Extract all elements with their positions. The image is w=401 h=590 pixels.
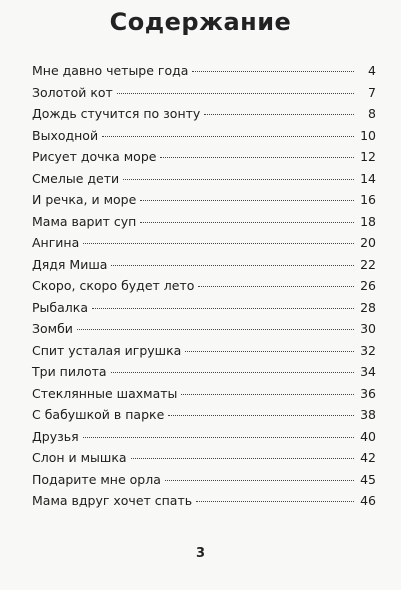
toc-entry-title: Рисует дочка море	[32, 149, 157, 164]
toc-entry-page: 46	[360, 493, 376, 508]
toc-entry-page: 8	[368, 106, 376, 121]
dot-leader	[92, 308, 354, 309]
toc-entry	[32, 60, 376, 82]
toc-entry	[32, 146, 376, 168]
page-title: Содержание	[109, 8, 292, 36]
dot-leader	[83, 437, 354, 438]
toc-entry-title: Стеклянные шахматы	[32, 385, 178, 401]
toc-entry-page: 40	[360, 428, 376, 444]
toc-entry-title: Рыбалка	[32, 299, 88, 315]
toc-entry-title: Золотой кот	[32, 84, 113, 100]
toc-entry	[32, 254, 376, 276]
dot-leader	[102, 136, 354, 137]
toc-entry	[32, 232, 376, 254]
toc-entry-page: 4	[368, 63, 376, 78]
toc-entry-title: Мама варит суп	[32, 213, 137, 229]
toc-entry-page: 42	[360, 450, 376, 465]
dot-leader	[140, 200, 354, 201]
toc-entry-page: 26	[360, 278, 376, 293]
dot-leader	[111, 372, 354, 373]
toc-entry	[32, 211, 376, 233]
toc-entry	[32, 490, 376, 512]
toc-entry-page: 22	[360, 256, 376, 272]
toc-entry	[32, 447, 376, 469]
toc-entry-title: Зомби	[32, 321, 73, 336]
dot-leader	[204, 114, 354, 115]
dot-leader	[83, 243, 354, 244]
dot-leader	[196, 501, 354, 502]
dot-leader	[198, 286, 354, 287]
table-of-contents	[32, 60, 376, 512]
dot-leader	[160, 157, 354, 158]
dot-leader	[181, 394, 354, 395]
toc-entry	[32, 318, 376, 340]
toc-entry	[32, 404, 376, 426]
toc-entry-title: Спит усталая игрушка	[32, 342, 182, 358]
toc-entry-title: С бабушкой в парке	[32, 407, 165, 422]
toc-entry-title: Слон и мышка	[32, 450, 127, 465]
toc-entry-page: 28	[360, 299, 376, 315]
toc-entry	[32, 275, 376, 297]
toc-entry	[32, 426, 376, 448]
toc-entry-page: 18	[360, 213, 376, 229]
toc-entry-page: 34	[360, 364, 376, 379]
toc-entry-page: 38	[360, 407, 376, 422]
toc-entry-page: 45	[360, 471, 376, 487]
toc-entry-page: 20	[360, 235, 376, 250]
dot-leader	[165, 480, 354, 481]
toc-entry-title: Ангина	[32, 235, 80, 250]
toc-entry-page: 14	[360, 170, 376, 186]
dot-leader	[131, 458, 354, 459]
toc-entry	[32, 168, 376, 190]
dot-leader	[123, 179, 354, 180]
toc-entry-title: Дождь стучится по зонту	[32, 106, 201, 121]
toc-entry-title: Выходной	[32, 127, 99, 143]
toc-entry-title: И речка, и море	[32, 192, 137, 207]
toc-entry-title: Мама вдруг хочет спать	[32, 493, 193, 508]
toc-entry-page: 12	[360, 149, 376, 164]
toc-entry	[32, 383, 376, 405]
toc-entry-title: Друзья	[32, 428, 79, 444]
dot-leader	[77, 329, 354, 330]
dot-leader	[185, 351, 354, 352]
toc-entry	[32, 469, 376, 491]
toc-entry-page: 10	[360, 127, 376, 143]
dot-leader	[140, 222, 354, 223]
toc-entry	[32, 82, 376, 104]
dot-leader	[111, 265, 354, 266]
toc-entry-title: Смелые дети	[32, 170, 120, 186]
toc-entry-title: Скоро, скоро будет лето	[32, 278, 195, 293]
toc-entry-page: 30	[360, 321, 376, 336]
toc-entry	[32, 103, 376, 125]
page-number: 3	[195, 546, 206, 561]
dot-leader	[168, 415, 354, 416]
toc-entry-title: Дядя Миша	[32, 256, 108, 272]
toc-entry-page: 32	[360, 342, 376, 358]
toc-entry	[32, 125, 376, 147]
toc-entry	[32, 189, 376, 211]
toc-entry-page: 36	[360, 385, 376, 401]
toc-entry-title: Три пилота	[32, 364, 107, 379]
toc-entry-page: 16	[360, 192, 376, 207]
toc-entry-title: Мне давно четыре года	[32, 63, 189, 78]
toc-entry-title: Подарите мне орла	[32, 471, 161, 487]
dot-leader	[117, 93, 354, 94]
dot-leader	[192, 71, 354, 72]
toc-entry	[32, 340, 376, 362]
toc-entry	[32, 361, 376, 383]
toc-entry-page: 7	[368, 84, 376, 100]
toc-entry	[32, 297, 376, 319]
